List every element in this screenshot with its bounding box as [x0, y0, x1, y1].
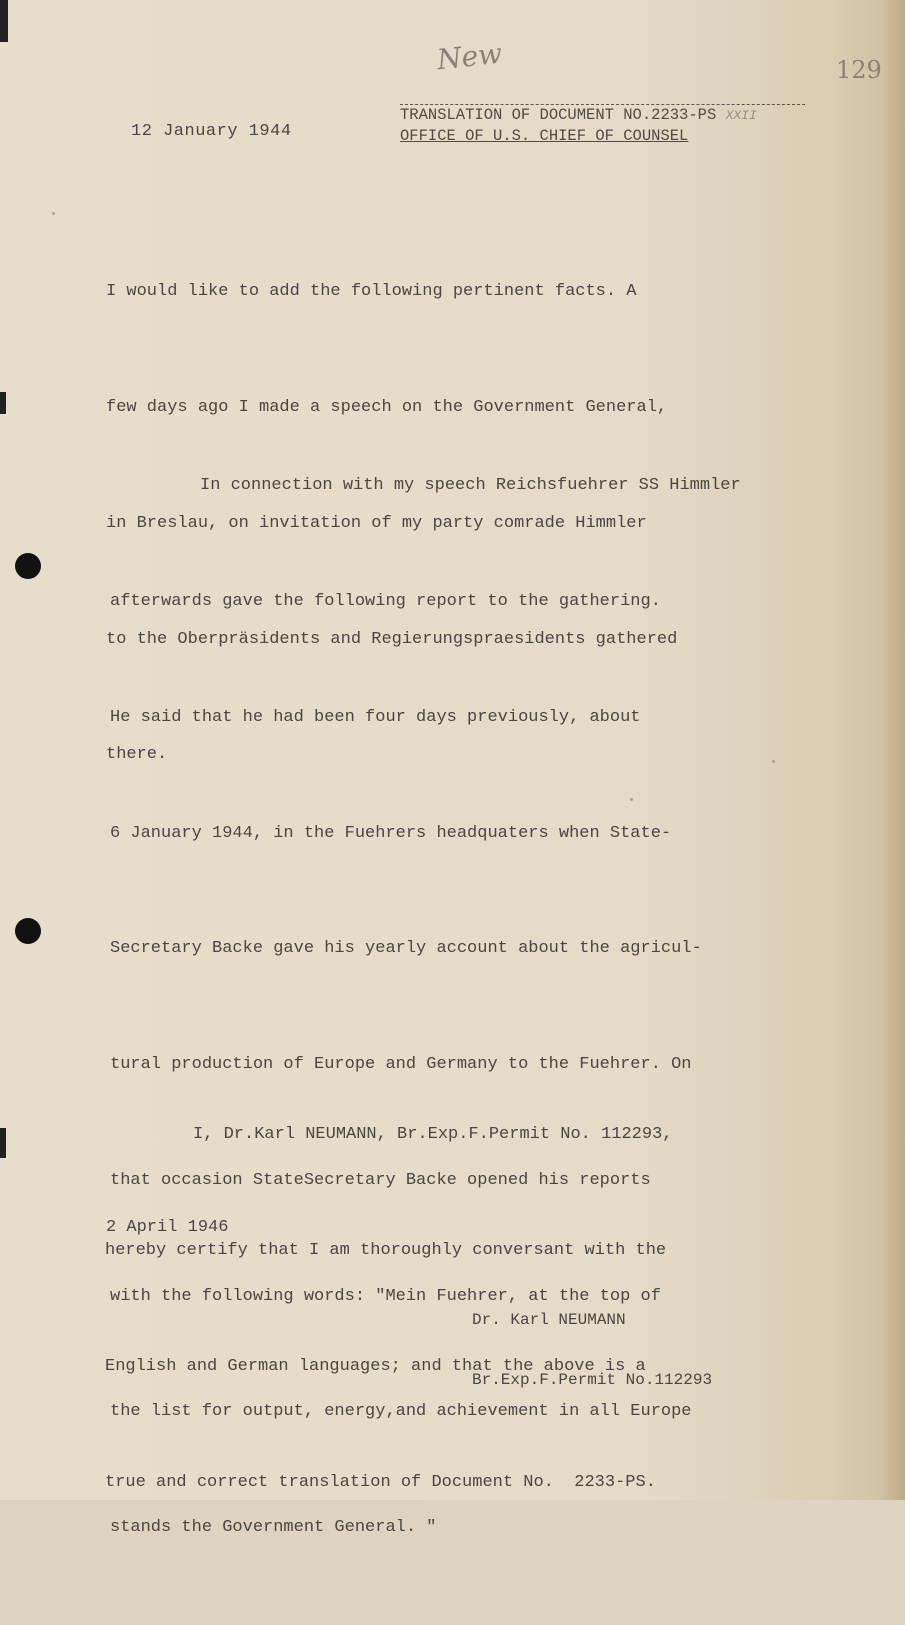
translation-header	[400, 105, 810, 146]
signature-permit: Br.Exp.F.Permit No.112293	[472, 1371, 713, 1389]
text-line: with the following words: "Mein Fuehrer, at the top of	[110, 1286, 661, 1306]
text-line: Secretary Backe gave his yearly account about the agricul-	[110, 939, 702, 959]
text-line: 6 January 1944, in the Fuehrers headquaters when State-	[110, 823, 672, 843]
document-cross-reference: XXII	[725, 108, 757, 123]
text-line: He said that he had been four days previously, about	[110, 707, 641, 727]
paper-fleck	[630, 798, 633, 801]
office-line: OFFICE OF U.S. CHIEF OF COUNSEL	[400, 127, 689, 145]
text-line: to the Oberpräsidents and Regierungspraesidents gathered	[106, 629, 678, 649]
text-line: In connection with my speech Reichsfuehrer SS Himmler	[200, 476, 741, 496]
punch-hole-upper	[15, 553, 41, 579]
text-line: tural production of Europe and Germany to the Fuehrer. On	[110, 1055, 692, 1075]
text-line: there.	[106, 745, 168, 765]
text-line: few days ago I made a speech on the Government General,	[106, 397, 668, 417]
punch-hole-lower	[15, 918, 41, 944]
left-edge-mark-bottom	[0, 1128, 6, 1158]
text-line: true and correct translation of Document No. 2233-PS.	[105, 1472, 656, 1492]
text-line: English and German languages; and that the above is a	[105, 1356, 646, 1376]
paper-fleck	[772, 760, 775, 763]
left-edge-mark-middle	[0, 392, 6, 414]
page-number: 129	[836, 56, 882, 84]
handwritten-annotation: New	[435, 36, 504, 77]
text-line: that occasion StateSecretary Backe opened his reports	[110, 1170, 651, 1190]
text-line: afterwards gave the following report to the gathering.	[110, 591, 661, 611]
text-line: stands the Government General. "	[110, 1518, 437, 1538]
text-line: I would like to add the following pertinent facts. A	[106, 282, 637, 302]
signature-block	[472, 1270, 712, 1430]
paper-edge-shadow	[883, 0, 905, 1500]
left-edge-mark-top	[0, 0, 8, 42]
translation-line: TRANSLATION OF DOCUMENT NO.2233-PS	[400, 106, 717, 124]
text-line: in Breslau, on invitation of my party comrade Himmler	[106, 513, 647, 533]
text-line: the list for output, energy,and achievement in all Europe	[110, 1402, 692, 1422]
signature-name: Dr. Karl NEUMANN	[472, 1311, 626, 1329]
certification-date: 2 April 1946	[106, 1218, 229, 1237]
translation-title	[400, 105, 810, 126]
text-line: hereby certify that I am thoroughly conversant with the	[105, 1240, 667, 1260]
letter-date: 12 January 1944	[131, 122, 292, 141]
paper-fleck	[52, 212, 55, 215]
text-line: I, Dr.Karl NEUMANN, Br.Exp.F.Permit No. 112293,	[193, 1125, 673, 1145]
